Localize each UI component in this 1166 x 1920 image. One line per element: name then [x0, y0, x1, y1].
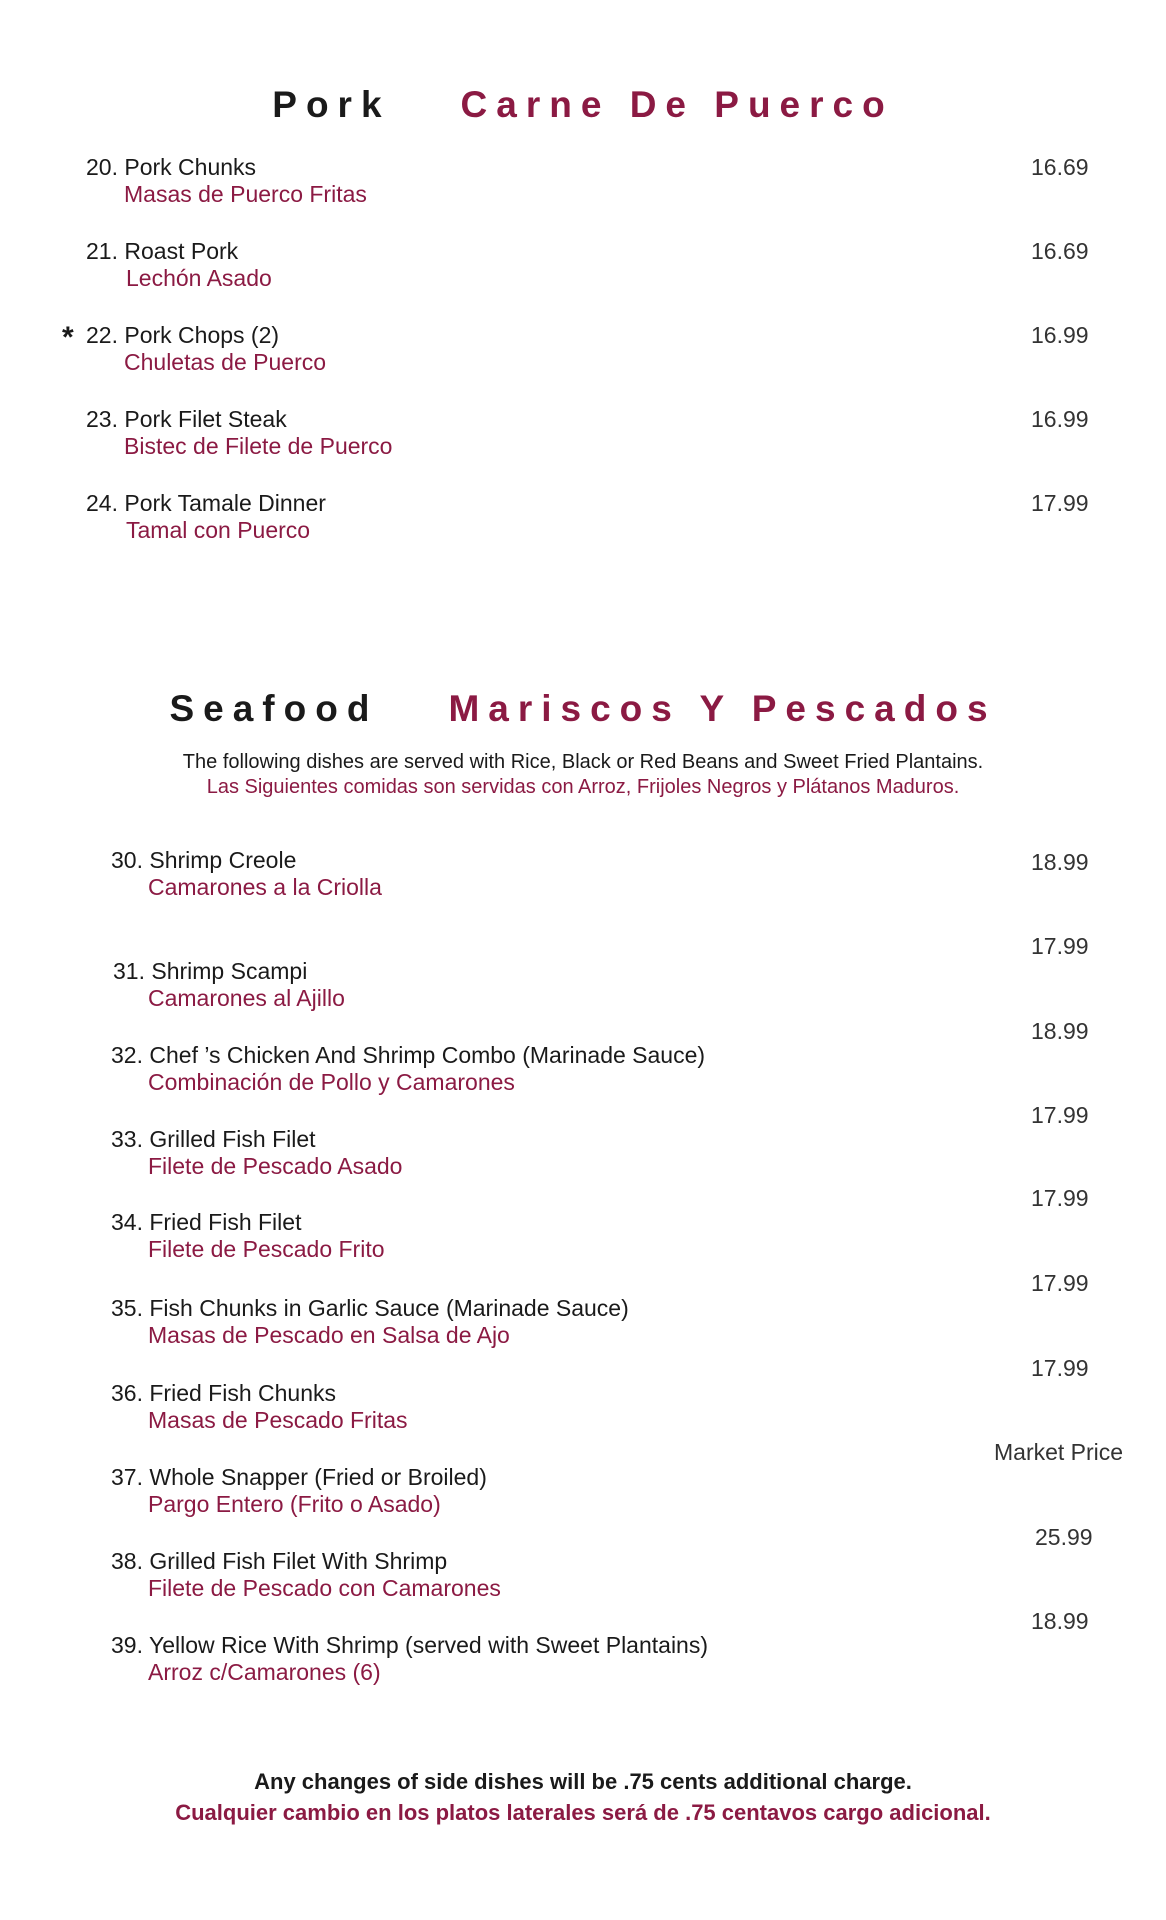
item-name-es: Filete de Pescado Asado	[148, 1153, 403, 1179]
seafood-section-title	[0, 688, 1166, 730]
menu-item-39	[111, 1632, 708, 1686]
menu-item-35	[111, 1295, 629, 1349]
item-name-es: Camarones al Ajillo	[148, 985, 345, 1011]
footer-note-es: Cualquier cambio en los platos laterales será de .75 centavos cargo adicional.	[175, 1800, 991, 1825]
pork-section-title	[0, 84, 1166, 126]
item-price: 17.99	[1031, 1355, 1089, 1381]
item-name-es: Camarones a la Criolla	[148, 874, 382, 900]
item-price: 16.99	[1031, 406, 1089, 432]
menu-item-34	[111, 1209, 385, 1263]
item-name-es: Filete de Pescado Frito	[148, 1236, 385, 1262]
item-number: 35.	[111, 1295, 143, 1321]
seafood-intro-es: Las Siguientes comidas son servidas con Arroz, Frijoles Negros y Plátanos Maduros.	[206, 776, 960, 798]
item-name: Pork Chunks	[124, 154, 257, 180]
item-name-es: Masas de Puerco Fritas	[124, 181, 367, 207]
menu-item-21	[86, 238, 272, 292]
item-name-es: Combinación de Pollo y Camarones	[148, 1069, 515, 1095]
menu-item-33	[111, 1126, 402, 1180]
menu-item-31	[113, 958, 345, 1012]
menu-item-37	[111, 1464, 487, 1518]
item-name: Grilled Fish Filet With Shrimp	[149, 1548, 448, 1574]
item-name: Pork Chops (2)	[124, 322, 280, 348]
seafood-title-es: Mariscos Y Pescados	[448, 688, 997, 729]
item-name: Fried Fish Chunks	[149, 1380, 336, 1406]
item-name: Chef ’s Chicken And Shrimp Combo (Marinade Sauce)	[149, 1042, 706, 1068]
footer-note-en: Any changes of side dishes will be .75 cents additional charge.	[254, 1769, 912, 1794]
item-number: 30.	[111, 847, 143, 873]
item-name-es: Filete de Pescado con Camarones	[148, 1575, 501, 1601]
item-price: 18.99	[1031, 1018, 1089, 1044]
item-name: Yellow Rice With Shrimp (served with Sweet Plantains)	[148, 1632, 708, 1658]
item-number: 34.	[111, 1209, 143, 1235]
menu-item-22	[86, 322, 326, 376]
item-name: Whole Snapper (Fried or Broiled)	[149, 1464, 487, 1490]
item-number: 32.	[111, 1042, 143, 1068]
menu-item-30	[111, 847, 382, 901]
item-price: 16.99	[1031, 322, 1089, 348]
item-price: 17.99	[1031, 490, 1089, 516]
item-number: 36.	[111, 1380, 143, 1406]
item-name-es: Pargo Entero (Frito o Asado)	[148, 1491, 441, 1517]
item-price: 16.69	[1031, 154, 1089, 180]
item-name: Pork Tamale Dinner	[124, 490, 326, 516]
item-number: 20.	[86, 154, 118, 180]
item-name: Shrimp Creole	[149, 847, 297, 873]
menu-item-24	[86, 490, 326, 544]
item-name-es: Tamal con Puerco	[126, 517, 311, 543]
item-price: 17.99	[1031, 933, 1089, 959]
item-name-es: Masas de Pescado en Salsa de Ajo	[148, 1322, 510, 1348]
item-number: 37.	[111, 1464, 143, 1490]
item-name: Roast Pork	[124, 238, 239, 264]
item-number: 39.	[111, 1632, 143, 1658]
seafood-intro-en: The following dishes are served with Rice, Black or Red Beans and Sweet Fried Plantains.	[182, 751, 984, 773]
seafood-title-en: Seafood	[169, 688, 379, 729]
menu-item-38	[111, 1548, 501, 1602]
menu-item-32	[111, 1042, 705, 1096]
item-number: 22.	[86, 322, 118, 348]
item-name: Fried Fish Filet	[149, 1209, 302, 1235]
item-name: Shrimp Scampi	[151, 958, 308, 984]
item-name-es: Bistec de Filete de Puerco	[124, 433, 393, 459]
item-number: 23.	[86, 406, 118, 432]
item-price: 17.99	[1031, 1102, 1089, 1128]
item-name: Fish Chunks in Garlic Sauce (Marinade Sauce)	[149, 1295, 629, 1321]
item-number: 24.	[86, 490, 118, 516]
item-name: Grilled Fish Filet	[149, 1126, 316, 1152]
item-number: 33.	[111, 1126, 143, 1152]
item-price: Market Price	[994, 1439, 1124, 1465]
item-name-es: Masas de Pescado Fritas	[148, 1407, 408, 1433]
pork-title-es: Carne De Puerco	[460, 84, 894, 125]
item-number: 21.	[86, 238, 118, 264]
item-price: 25.99	[1035, 1524, 1093, 1550]
pork-title-en: Pork	[272, 84, 391, 125]
item-name-es: Chuletas de Puerco	[124, 349, 327, 375]
item-price: 18.99	[1031, 1608, 1089, 1634]
item-price: 17.99	[1031, 1270, 1089, 1296]
item-price: 17.99	[1031, 1185, 1089, 1211]
item-number: 31.	[113, 958, 145, 984]
item-name-es: Arroz c/Camarones (6)	[148, 1659, 381, 1685]
menu-item-23	[86, 406, 392, 460]
item-price: 18.99	[1031, 849, 1089, 875]
item-price: 16.69	[1031, 238, 1089, 264]
menu-item-36	[111, 1380, 408, 1434]
item-number: 38.	[111, 1548, 143, 1574]
item-name-es: Lechón Asado	[126, 265, 272, 291]
item-name: Pork Filet Steak	[124, 406, 287, 432]
menu-item-20	[86, 154, 367, 208]
asterisk-icon: *	[62, 321, 74, 354]
